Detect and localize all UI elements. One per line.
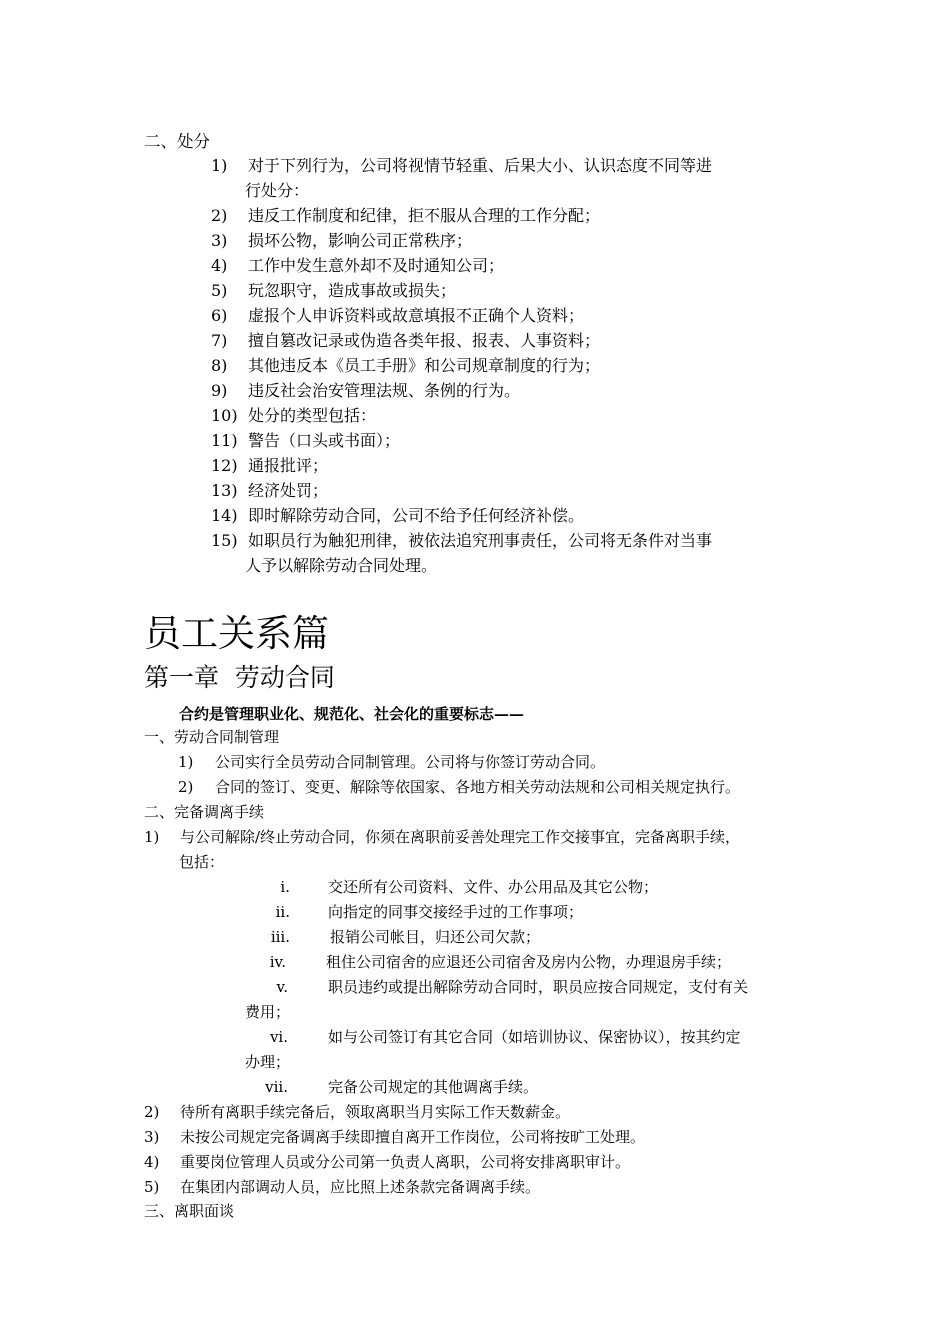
- list-number: 3): [211, 231, 228, 250]
- list-text: 损坏公物，影响公司正常秩序；: [248, 231, 473, 250]
- list-text: 公司实行全员劳动合同制管理。公司将与你签订劳动合同。: [215, 753, 606, 771]
- list-item: [144, 1126, 645, 1147]
- sub-list-text: 向指定的同事交接经手过的工作事项；: [328, 903, 584, 921]
- list-text: 合同的签订、变更、解除等依国家、各地方相关劳动法规和公司相关规定执行。: [215, 778, 741, 796]
- sub-list-item: [260, 901, 583, 922]
- chapter-tagline: 合约是管理职业化、规范化、社会化的重要标志——: [179, 705, 525, 723]
- list-continuation: 行处分：: [245, 181, 310, 200]
- roman-number: ii.: [275, 903, 290, 921]
- sub-list-text: 报销公司帐目，归还公司欠款；: [330, 928, 541, 946]
- sub-list-item: [260, 876, 658, 897]
- list-number: 2): [211, 206, 228, 225]
- roman-number: v.: [276, 978, 288, 996]
- roman-number: iii.: [270, 928, 290, 946]
- list-number: 3): [144, 1128, 160, 1146]
- roman-number: i.: [280, 878, 290, 896]
- list-item: [211, 153, 712, 176]
- list-text: 经济处罚；: [248, 481, 329, 500]
- list-item: [211, 278, 456, 301]
- section-heading-leaving: 二、完备调离手续: [144, 803, 265, 821]
- list-item: [211, 528, 712, 551]
- list-item: [211, 428, 400, 451]
- list-item: [144, 826, 740, 847]
- list-number: 8): [211, 356, 228, 375]
- sub-list-item: [258, 1076, 538, 1097]
- roman-number: iv.: [269, 953, 286, 971]
- list-number: 15): [211, 531, 238, 550]
- list-number: 4): [144, 1153, 160, 1171]
- list-text: 处分的类型包括：: [248, 406, 377, 425]
- chapter-title: 第一章 劳动合同: [144, 663, 335, 692]
- list-number: 1): [144, 828, 160, 846]
- list-number: 12): [211, 456, 238, 475]
- list-item: [211, 378, 520, 401]
- list-item: [211, 253, 504, 276]
- list-text: 重要岗位管理人员或分公司第一负责人离职，公司将安排离职审计。: [180, 1153, 631, 1171]
- list-text: 与公司解除/终止劳动合同，你须在离职前妥善处理完工作交接事宜，完备离职手续，: [180, 828, 741, 846]
- roman-number: vii.: [265, 1078, 288, 1096]
- list-item: [211, 353, 600, 376]
- roman-number: vi.: [269, 1028, 288, 1046]
- sub-list-item: [258, 976, 748, 997]
- sub-list-text: 如与公司签订有其它合同（如培训协议、保密协议），按其约定: [328, 1028, 741, 1046]
- list-number: 14): [211, 506, 238, 525]
- list-item: [144, 1101, 570, 1122]
- sub-list-item: [256, 951, 731, 972]
- list-number: 2): [144, 1103, 160, 1121]
- sub-list-text: 交还所有公司资料、文件、办公用品及其它公物；: [328, 878, 659, 896]
- list-item: [211, 303, 584, 326]
- list-text: 警告（口头或书面）；: [248, 431, 401, 450]
- list-text: 违反工作制度和纪律，拒不服从合理的工作分配；: [248, 206, 601, 225]
- list-text: 违反社会治安管理法规、条例的行为。: [248, 381, 521, 400]
- list-number: 7): [211, 331, 228, 350]
- list-text: 工作中发生意外却不及时通知公司；: [248, 256, 505, 275]
- list-item: [211, 478, 328, 501]
- list-item: [211, 503, 584, 526]
- list-number: 13): [211, 481, 238, 500]
- list-number: 6): [211, 306, 228, 325]
- list-item: [178, 751, 605, 772]
- section-heading-exit-interview: 三、离职面谈: [144, 1202, 235, 1220]
- list-continuation: 人予以解除劳动合同处理。: [245, 556, 438, 575]
- list-number: 9): [211, 381, 228, 400]
- sub-list-text: 完备公司规定的其他调离手续。: [328, 1078, 539, 1096]
- list-number: 1): [178, 753, 194, 771]
- list-text: 对于下列行为，公司将视情节轻重、后果大小、认识态度不同等进: [248, 156, 713, 175]
- sub-list-item: [258, 1026, 741, 1047]
- section-heading-punishment: 二、处分: [144, 132, 210, 151]
- list-continuation: 包括：: [179, 853, 225, 871]
- list-text: 玩忽职守，造成事故或损失；: [248, 281, 457, 300]
- list-number: 5): [211, 281, 228, 300]
- list-text: 未按公司规定完备调离手续即擅自离开工作岗位，公司将按旷工处理。: [180, 1128, 646, 1146]
- list-text: 待所有离职手续完备后，领取离职当月实际工作天数薪金。: [180, 1103, 571, 1121]
- list-number: 2): [178, 778, 194, 796]
- list-text: 虚报个人申诉资料或故意填报不正确个人资料；: [248, 306, 585, 325]
- list-text: 擅自篡改记录或伪造各类年报、报表、人事资料；: [248, 331, 601, 350]
- list-item: [211, 328, 600, 351]
- list-text: 其他违反本《员工手册》和公司规章制度的行为；: [248, 356, 601, 375]
- sub-list-text: 租住公司宿舍的应退还公司宿舍及房内公物，办理退房手续；: [326, 953, 732, 971]
- list-number: 4): [211, 256, 228, 275]
- section-heading-contract: 一、劳动合同制管理: [144, 728, 280, 746]
- list-item: [211, 203, 600, 226]
- sub-list-continuation: 办理；: [245, 1053, 291, 1071]
- list-item: [211, 453, 328, 476]
- list-text: 即时解除劳动合同，公司不给予任何经济补偿。: [248, 506, 585, 525]
- part-title: 员工关系篇: [144, 612, 329, 655]
- list-number: 1): [211, 156, 228, 175]
- list-item: [178, 776, 740, 797]
- list-item: [211, 228, 472, 251]
- list-item: [144, 1151, 630, 1172]
- list-text: 如职员行为触犯刑律，被依法追究刑事责任，公司将无条件对当事: [248, 531, 713, 550]
- list-number: 10): [211, 406, 238, 425]
- list-text: 通报批评；: [248, 456, 329, 475]
- list-text: 在集团内部调动人员，应比照上述条款完备调离手续。: [180, 1178, 541, 1196]
- list-item: [211, 403, 376, 426]
- sub-list-item: [260, 926, 540, 947]
- list-number: 5): [144, 1178, 160, 1196]
- list-item: [144, 1176, 540, 1197]
- sub-list-text: 职员违约或提出解除劳动合同时，职员应按合同规定，支付有关: [328, 978, 749, 996]
- sub-list-continuation: 费用；: [245, 1003, 291, 1021]
- list-number: 11): [211, 431, 238, 450]
